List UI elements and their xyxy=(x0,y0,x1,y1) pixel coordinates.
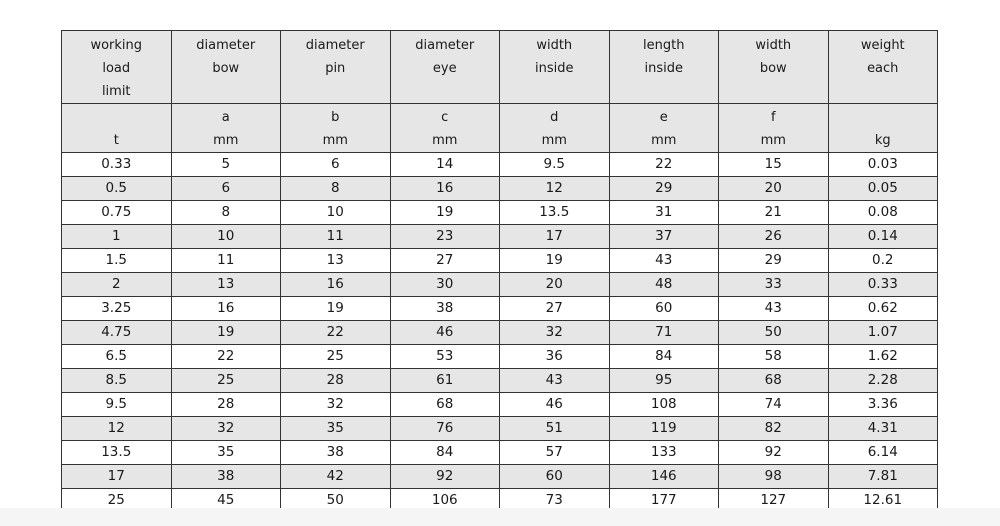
table-cell: 4.31 xyxy=(828,417,938,441)
table-row xyxy=(62,465,938,489)
table-cell: 3.25 xyxy=(62,297,172,321)
column-symbol xyxy=(829,106,938,129)
column-header-line: length xyxy=(643,38,685,53)
table-cell: 43 xyxy=(500,369,610,393)
table-cell: 32 xyxy=(500,321,610,345)
table-row xyxy=(62,393,938,417)
column-header-line: limit xyxy=(101,84,131,99)
table-cell: 17 xyxy=(62,465,172,489)
column-header-line: inside xyxy=(644,61,683,76)
table-cell: 106 xyxy=(390,489,500,513)
table-cell: 8 xyxy=(171,201,281,225)
table-cell: 22 xyxy=(281,321,391,345)
table-cell: 6 xyxy=(281,153,391,177)
table-cell: 60 xyxy=(609,297,719,321)
column-unit-label: mm xyxy=(213,133,239,148)
table-cell: 92 xyxy=(719,441,829,465)
column-unit xyxy=(281,104,391,153)
table-cell: 10 xyxy=(171,225,281,249)
column-unit xyxy=(171,104,281,153)
table-cell: 0.05 xyxy=(828,177,938,201)
table-cell: 16 xyxy=(390,177,500,201)
table-cell: 0.03 xyxy=(828,153,938,177)
column-unit-label: mm xyxy=(432,133,458,148)
table-cell: 32 xyxy=(171,417,281,441)
table-cell: 58 xyxy=(719,345,829,369)
column-unit xyxy=(62,104,172,153)
table-cell: 0.14 xyxy=(828,225,938,249)
column-symbol xyxy=(62,106,171,129)
table-cell: 26 xyxy=(719,225,829,249)
table-cell: 10 xyxy=(281,201,391,225)
table-cell: 12.61 xyxy=(828,489,938,513)
table-cell: 13 xyxy=(281,249,391,273)
table-cell: 50 xyxy=(719,321,829,345)
table-cell: 127 xyxy=(719,489,829,513)
table-cell: 43 xyxy=(719,297,829,321)
column-symbol: d xyxy=(550,110,559,125)
table-cell: 7.81 xyxy=(828,465,938,489)
column-header-line: bow xyxy=(759,61,787,76)
column-header-line: load xyxy=(102,61,131,76)
table-cell: 146 xyxy=(609,465,719,489)
table-cell: 2.28 xyxy=(828,369,938,393)
header-row xyxy=(62,31,938,104)
table-row xyxy=(62,369,938,393)
column-symbol: b xyxy=(331,110,340,125)
table-cell: 16 xyxy=(171,297,281,321)
table-cell: 19 xyxy=(281,297,391,321)
column-unit xyxy=(719,104,829,153)
table-cell: 27 xyxy=(390,249,500,273)
table-cell: 0.62 xyxy=(828,297,938,321)
table-cell: 11 xyxy=(171,249,281,273)
table-cell: 20 xyxy=(719,177,829,201)
column-header xyxy=(609,31,719,104)
table-cell: 37 xyxy=(609,225,719,249)
column-header-line: diameter xyxy=(415,38,475,53)
column-header-line: working xyxy=(90,38,143,53)
table-cell: 29 xyxy=(609,177,719,201)
table-cell: 0.2 xyxy=(828,249,938,273)
table-cell: 68 xyxy=(390,393,500,417)
table-row xyxy=(62,153,938,177)
table-cell: 119 xyxy=(609,417,719,441)
column-header-line: pin xyxy=(325,61,346,76)
table-row xyxy=(62,225,938,249)
column-header-line: width xyxy=(536,38,573,53)
table-cell: 20 xyxy=(500,273,610,297)
table-cell: 71 xyxy=(609,321,719,345)
table-cell: 46 xyxy=(390,321,500,345)
table-cell: 19 xyxy=(500,249,610,273)
table-row xyxy=(62,249,938,273)
table-cell: 0.33 xyxy=(62,153,172,177)
table-cell: 84 xyxy=(390,441,500,465)
column-unit xyxy=(828,104,938,153)
table-cell: 133 xyxy=(609,441,719,465)
table-cell: 1.62 xyxy=(828,345,938,369)
table-cell: 15 xyxy=(719,153,829,177)
units-row xyxy=(62,104,938,153)
table-cell: 98 xyxy=(719,465,829,489)
table-cell: 16 xyxy=(281,273,391,297)
table-cell: 0.08 xyxy=(828,201,938,225)
column-symbol: a xyxy=(221,110,230,125)
table-cell: 23 xyxy=(390,225,500,249)
table-cell: 33 xyxy=(719,273,829,297)
table-cell: 8.5 xyxy=(62,369,172,393)
table-cell: 27 xyxy=(500,297,610,321)
column-header xyxy=(62,31,172,104)
column-unit-label: mm xyxy=(651,133,677,148)
column-header-line: eye xyxy=(432,61,457,76)
table-cell: 3.36 xyxy=(828,393,938,417)
column-unit xyxy=(390,104,500,153)
table-cell: 46 xyxy=(500,393,610,417)
table-cell: 2 xyxy=(62,273,172,297)
table-cell: 43 xyxy=(609,249,719,273)
table-cell: 35 xyxy=(171,441,281,465)
table-cell: 38 xyxy=(390,297,500,321)
table-cell: 0.5 xyxy=(62,177,172,201)
table-cell: 73 xyxy=(500,489,610,513)
column-header-line: diameter xyxy=(196,38,256,53)
table-cell: 74 xyxy=(719,393,829,417)
table-row xyxy=(62,321,938,345)
table-row xyxy=(62,297,938,321)
table-cell: 11 xyxy=(281,225,391,249)
table-cell: 13.5 xyxy=(500,201,610,225)
table-cell: 38 xyxy=(281,441,391,465)
table-cell: 8 xyxy=(281,177,391,201)
column-unit-label: mm xyxy=(322,133,348,148)
table-cell: 19 xyxy=(390,201,500,225)
column-header xyxy=(500,31,610,104)
table-cell: 0.33 xyxy=(828,273,938,297)
table-cell: 45 xyxy=(171,489,281,513)
column-header-line: width xyxy=(755,38,792,53)
table-row xyxy=(62,345,938,369)
column-header-line: diameter xyxy=(305,38,365,53)
table-cell: 4.75 xyxy=(62,321,172,345)
table-cell: 9.5 xyxy=(500,153,610,177)
table-cell: 6.14 xyxy=(828,441,938,465)
table-cell: 12 xyxy=(500,177,610,201)
table-row xyxy=(62,201,938,225)
column-header-line: bow xyxy=(212,61,240,76)
table-cell: 29 xyxy=(719,249,829,273)
table-cell: 21 xyxy=(719,201,829,225)
table-cell: 76 xyxy=(390,417,500,441)
table-cell: 32 xyxy=(281,393,391,417)
table-cell: 22 xyxy=(171,345,281,369)
table-row xyxy=(62,417,938,441)
table-cell: 53 xyxy=(390,345,500,369)
table-cell: 5 xyxy=(171,153,281,177)
table-cell: 51 xyxy=(500,417,610,441)
column-header xyxy=(281,31,391,104)
table-row xyxy=(62,273,938,297)
table-cell: 30 xyxy=(390,273,500,297)
table-cell: 13.5 xyxy=(62,441,172,465)
table-cell: 68 xyxy=(719,369,829,393)
table-cell: 60 xyxy=(500,465,610,489)
table-cell: 13 xyxy=(171,273,281,297)
column-unit xyxy=(609,104,719,153)
table-cell: 17 xyxy=(500,225,610,249)
column-symbol: f xyxy=(770,110,776,125)
table-cell: 36 xyxy=(500,345,610,369)
table-cell: 12 xyxy=(62,417,172,441)
table-cell: 28 xyxy=(281,369,391,393)
column-header xyxy=(171,31,281,104)
column-header-line: each xyxy=(867,61,899,76)
table-cell: 6 xyxy=(171,177,281,201)
footer-band xyxy=(0,508,1000,526)
table-cell: 14 xyxy=(390,153,500,177)
column-header xyxy=(828,31,938,104)
table-cell: 177 xyxy=(609,489,719,513)
table-cell: 82 xyxy=(719,417,829,441)
table-cell: 95 xyxy=(609,369,719,393)
column-header xyxy=(719,31,829,104)
column-unit-label: t xyxy=(113,133,119,148)
table-cell: 25 xyxy=(281,345,391,369)
table-cell: 22 xyxy=(609,153,719,177)
table-cell: 0.75 xyxy=(62,201,172,225)
table-cell: 108 xyxy=(609,393,719,417)
table-cell: 84 xyxy=(609,345,719,369)
column-symbol: e xyxy=(659,110,668,125)
table-cell: 42 xyxy=(281,465,391,489)
table-cell: 1.5 xyxy=(62,249,172,273)
table-cell: 61 xyxy=(390,369,500,393)
column-header xyxy=(390,31,500,104)
table-cell: 19 xyxy=(171,321,281,345)
table-cell: 1.07 xyxy=(828,321,938,345)
column-unit-label: kg xyxy=(874,133,891,148)
column-unit xyxy=(500,104,610,153)
table-cell: 28 xyxy=(171,393,281,417)
column-header-line: inside xyxy=(535,61,574,76)
table-cell: 50 xyxy=(281,489,391,513)
table-cell: 6.5 xyxy=(62,345,172,369)
table-cell: 31 xyxy=(609,201,719,225)
column-unit-label: mm xyxy=(760,133,786,148)
table-cell: 92 xyxy=(390,465,500,489)
column-unit-label: mm xyxy=(541,133,567,148)
table-cell: 57 xyxy=(500,441,610,465)
table-cell: 25 xyxy=(171,369,281,393)
table-cell: 25 xyxy=(62,489,172,513)
column-header-line: weight xyxy=(860,38,905,53)
table-row xyxy=(62,441,938,465)
column-symbol: c xyxy=(441,110,449,125)
table-cell: 35 xyxy=(281,417,391,441)
table-row xyxy=(62,177,938,201)
table-body xyxy=(62,153,938,513)
table-cell: 9.5 xyxy=(62,393,172,417)
specification-table xyxy=(61,30,938,513)
table-cell: 48 xyxy=(609,273,719,297)
table-header xyxy=(62,31,938,153)
table-cell: 38 xyxy=(171,465,281,489)
table-cell: 1 xyxy=(62,225,172,249)
